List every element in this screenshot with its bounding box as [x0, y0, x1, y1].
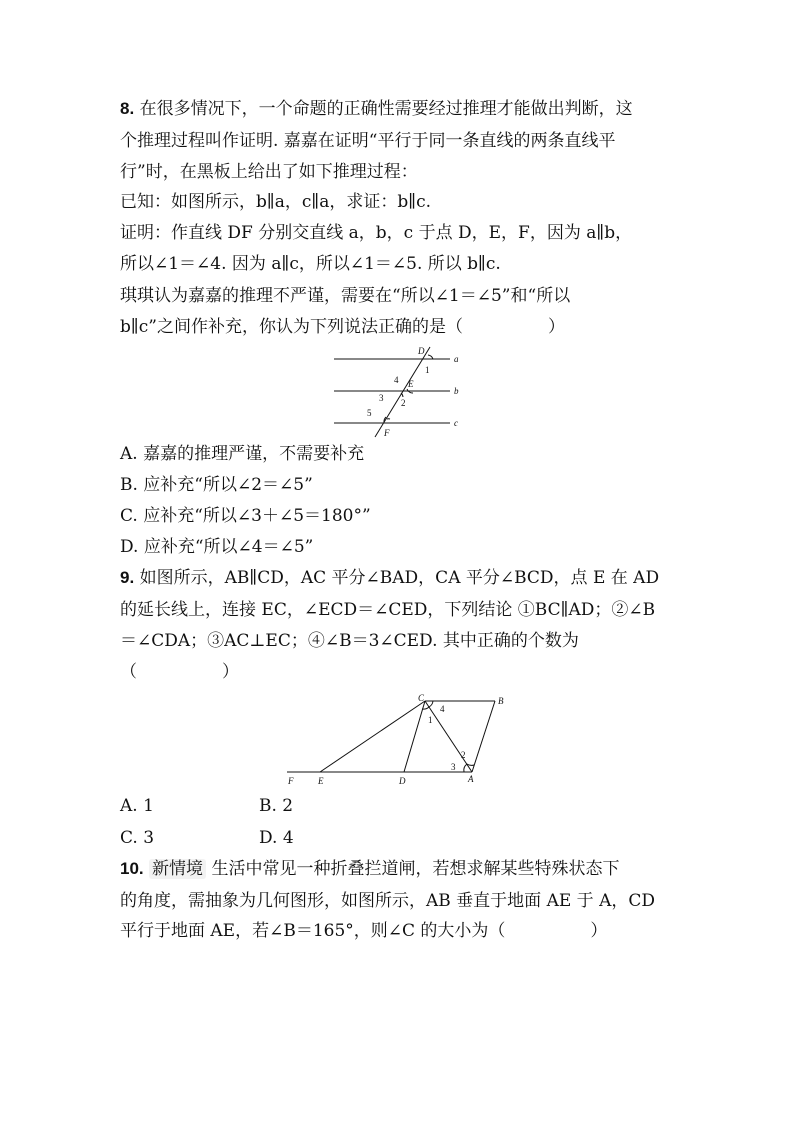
segment-ca — [425, 701, 472, 772]
q8-angle-4: 4 — [394, 375, 399, 385]
q9-label-C: C — [418, 693, 425, 703]
q8-line-2: 个推理过程叫作证明. 嘉嘉在证明“平行于同一条直线的两条直线平 — [120, 131, 616, 151]
q9-label-D: D — [399, 776, 406, 786]
q8-label-D: D — [418, 346, 425, 356]
q9-number: 9. — [120, 568, 135, 587]
q9-figure — [285, 690, 515, 790]
q8-line-6: 所以∠1＝∠4. 因为 a∥c，所以∠1＝∠5. 所以 b∥c. — [120, 254, 501, 274]
q8-angle-3: 3 — [379, 393, 384, 403]
q10-line-2: 的角度，需抽象为几何图形，如图所示，AB 垂直于地面 AE 于 A，CD — [120, 891, 655, 911]
q8-option-d: D. 应补充“所以∠4＝∠5” — [120, 537, 314, 557]
q9-option-b: B. 2 — [259, 796, 294, 816]
q8-option-b: B. 应补充“所以∠2＝∠5” — [120, 475, 313, 495]
q10-line-1 — [120, 858, 619, 880]
q9-text-1: 如图所示，AB∥CD，AC 平分∠BAD，CA 平分∠BCD，点 E 在 AD — [139, 568, 660, 588]
q8-line-3: 行”时，在黑板上给出了如下推理过程： — [120, 162, 418, 182]
q8-label-E: E — [408, 379, 414, 389]
q8-line-4: 已知：如图所示，b∥a，c∥a，求证：b∥c. — [120, 192, 432, 212]
q8-label-b: b — [454, 386, 459, 396]
q8-angle-1: 1 — [425, 365, 430, 375]
q9-angle-2: 2 — [461, 750, 466, 760]
q9-angle-1: 1 — [428, 715, 433, 725]
q9-option-d: D. 4 — [259, 828, 294, 848]
q10-number: 10. — [120, 859, 144, 878]
q8-line-1 — [120, 98, 633, 120]
q9-line-1 — [120, 567, 659, 589]
q8-number: 8. — [120, 99, 135, 118]
q9-label-A: A — [468, 774, 474, 784]
q9-option-a: A. 1 — [120, 796, 154, 816]
q9-label-B: B — [498, 696, 504, 706]
segment-ce — [320, 701, 425, 772]
q8-option-a: A. 嘉嘉的推理严谨，不需要补充 — [120, 444, 365, 464]
q8-option-c: C. 应补充“所以∠3＋∠5＝180°” — [120, 506, 371, 526]
q8-line-5: 证明：作直线 DF 分别交直线 a，b，c 于点 D，E，F，因为 a∥b， — [120, 223, 633, 243]
q9-line-4: （ ） — [120, 662, 239, 682]
q10-text-1: 生活中常见一种折叠拦道闸，若想求解某些特殊状态下 — [211, 859, 620, 879]
q9-line-2: 的延长线上，连接 EC，∠ECD＝∠CED，下列结论 ①BC∥AD；②∠B — [120, 600, 656, 620]
q8-label-F: F — [384, 428, 390, 438]
q9-label-E: E — [318, 776, 324, 786]
q8-angle-2: 2 — [401, 398, 406, 408]
q8-text-1: 在很多情况下，一个命题的正确性需要经过推理才能做出判断，这 — [139, 99, 633, 119]
q8-line-7: 琪琪认为嘉嘉的推理不严谨，需要在“所以∠1＝∠5”和“所以 — [120, 286, 571, 306]
q9-angle-3: 3 — [451, 762, 456, 772]
q8-angle-5: 5 — [367, 408, 372, 418]
q8-label-c: c — [454, 418, 458, 428]
q8-figure — [330, 345, 470, 440]
q9-option-c: C. 3 — [120, 828, 155, 848]
q9-angle-4: 4 — [440, 704, 445, 714]
segment-cd — [404, 701, 425, 772]
q8-line-8: b∥c”之间作补充，你认为下列说法正确的是（ ） — [120, 317, 565, 337]
q9-label-F: F — [288, 776, 294, 786]
q10-line-3: 平行于地面 AE，若∠B＝165°，则∠C 的大小为（ ） — [120, 921, 608, 941]
q10-tag: 新情境 — [149, 859, 206, 879]
segment-ba — [472, 701, 495, 772]
q9-line-3: ＝∠CDA；③AC⊥EC；④∠B＝3∠CED. 其中正确的个数为 — [120, 631, 579, 651]
q8-label-a: a — [454, 354, 459, 364]
